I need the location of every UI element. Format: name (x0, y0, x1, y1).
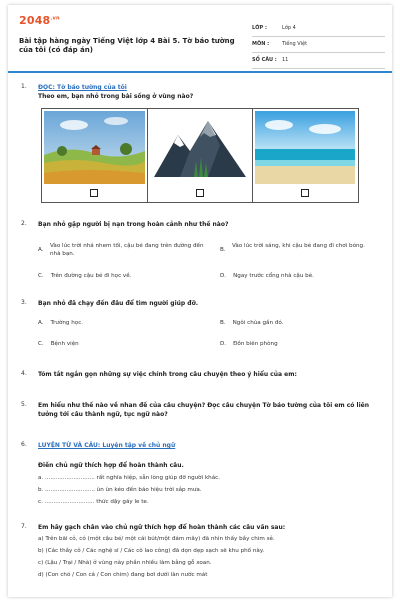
underline-line-a[interactable]: a) Trên bãi cỏ, có (một cậu bé/ một cái bút/một đám mây) đã nhìn thấy bầy chim sẻ. (38, 536, 275, 542)
underline-line-c[interactable]: c) (Lậu / Trại / Nhà) ở vùng này phần nhiều làm bằng gỗ xoan. (38, 560, 212, 566)
mountain-image (150, 111, 250, 184)
checkbox-mountain[interactable] (196, 189, 204, 197)
worksheet-title: Bài tập hàng ngày Tiếng Việt lớp 4 Bài 5. Tờ báo tường của tôi (có đáp án) (19, 37, 235, 54)
fill-line-a[interactable]: a. ............................ rất nghĩa hiệp, sẵn lòng giúp đỡ người khác. (38, 475, 221, 481)
checkbox-sea[interactable] (301, 189, 309, 197)
underline-line-d[interactable]: d) (Con chó / Con cá / Con chim) đang bơi dưới làn nước mát (38, 572, 208, 578)
question-6: 6. LUYỆN TỪ VÀ CÂU: Luyện tập về chủ ngữ Điền chủ ngữ thích hợp để hoàn thành câu. a. ............................ rất nghĩa hiệp, sẵn lòng giúp đỡ người khác. b. ............................ ùn ùn kéo đến báo hiệu trời sắp mưa. c. ............................ thức dậy gáy le te. (21, 441, 221, 505)
choice-mountain (148, 109, 253, 202)
image-choice-table (41, 108, 359, 203)
option-3d[interactable]: D. Đồn biên phòng (220, 341, 278, 347)
site-logo[interactable]: $2048^{.vn}$ (19, 14, 60, 27)
sea-image (255, 111, 355, 184)
header (19, 14, 384, 66)
section-title-vocab: LUYỆN TỪ VÀ CÂU: Luyện tập về chủ ngữ (38, 442, 176, 449)
countryside-image (44, 111, 145, 184)
meta-subject: MÔN : Tiếng Việt (252, 38, 385, 53)
fill-line-c[interactable]: c. ............................ thức dậy gáy le te. (38, 499, 149, 505)
option-3b[interactable]: B. Ngôi chùa gần đó. (220, 320, 284, 326)
worksheet-page: $2048^{.vn}$ Bài tập hàng ngày Tiếng Việt lớp 4 Bài 5. Tờ báo tường của tôi (có đáp án) LỚP : Lớp 4 MÔN : Tiếng Việt SỐ CÂU : 11 1. ĐỌC: Tờ báo tường của tôi Theo em, bạn nhỏ trong bài sống ở vùng nào? 2. Bạn nhỏ gặp người bị nạn trong hoàn cảnh như thế nào? A. Vào lúc trời nhá nhem tối, cậu bé đang trên đường đến nhà bạn. B. Vào lúc trời sáng, khi cậu bé đang đi chơi bóng. C. Trên đường cậu bé đi học về. D. Ngay trước cổng nhà cậu bé. 3. Bạn nhỏ đã chạy đến đâu để tìm người giúp đỡ. A. Trường học. B. Ngôi chùa gần đó. C. Bệnh viện D. Đồn biên phòng 4. Tóm tắt ngắn gọn những sự việc chính trong câu chuyện theo ý hiểu của em: 5. Em hiểu như thế nào về nhan đề của câu chuyện? Đọc câu chuyện Tờ báo tường của tôi em có liên tưởng tới câu thành ngữ, tục ngữ nào? 6. LUYỆN TỪ VÀ CÂU: Luyện tập về chủ ngữ Điền chủ ngữ thích hợp để hoàn thành câu. a. ............................ rất nghĩa hiệp, sẵn lòng giúp đỡ người khác. b. ............................ ùn ùn kéo đến báo hiệu trời sắp mưa. c. ............................ thức dậy gáy le te. 7. Em hãy gạch chân vào chủ ngữ thích hợp để hoàn thành các câu văn sau: a) Trên bãi cỏ, có (một cậu bé/ một cái bút/một đám mây) đã nhìn thấy bầy chim sẻ. b) (Các thầy cô / Các nghệ sĩ / Các cô lao công) đã dọn dẹp sạch sẽ khu phố này. c) (Lậu / Trại / Nhà) ở vùng này phần nhiều làm bằng gỗ xoan. d) (Con chó / Con cá / Con chim) đang bơi dưới làn nước mát (8, 5, 392, 597)
question-3: 3. Bạn nhỏ đã chạy đến đâu để tìm người giúp đỡ. A. Trường học. B. Ngôi chùa gần đó. C. Bệnh viện D. Đồn biên phòng (21, 299, 284, 347)
meta-question-count: SỐ CÂU : 11 (252, 54, 385, 69)
option-3a[interactable]: A. Trường học. (38, 320, 84, 326)
question-2: 2. Bạn nhỏ gặp người bị nạn trong hoàn cảnh như thế nào? A. Vào lúc trời nhá nhem tối, cậu bé đang trên đường đến nhà bạn. B. Vào lúc trời sáng, khi cậu bé đang đi chơi bóng. C. Trên đường cậu bé đi học về. D. Ngay trước cổng nhà cậu bé. (21, 220, 365, 279)
choice-sea (253, 109, 357, 202)
checkbox-countryside[interactable] (90, 189, 98, 197)
fill-line-b[interactable]: b. ............................ ùn ùn kéo đến báo hiệu trời sắp mưa. (38, 487, 202, 493)
section-title-reading: ĐỌC: Tờ báo tường của tôi (38, 84, 127, 91)
header-divider (8, 71, 392, 73)
choice-countryside (42, 109, 148, 202)
underline-line-b[interactable]: b) (Các thầy cô / Các nghệ sĩ / Các cô lao công) đã dọn dẹp sạch sẽ khu phố này. (38, 548, 265, 554)
option-2d[interactable]: D. Ngay trước cổng nhà cậu bé. (220, 273, 314, 279)
meta-class: LỚP : Lớp 4 (252, 22, 385, 37)
option-2c[interactable]: C. Trên đường cậu bé đi học về. (38, 273, 132, 279)
meta-box (252, 22, 385, 70)
option-3c[interactable]: C. Bệnh viện (38, 341, 79, 347)
question-7: 7. Em hãy gạch chân vào chủ ngữ thích hợp để hoàn thành các câu văn sau: a) Trên bãi cỏ, có (một cậu bé/ một cái bút/một đám mây) đã nhìn thấy bầy chim sẻ. b) (Các thầy cô / Các nghệ sĩ / Các cô lao công) đã dọn dẹp sạch sẽ khu phố này. c) (Lậu / Trại / Nhà) ở vùng này phần nhiều làm bằng gỗ xoan. d) (Con chó / Con cá / Con chim) đang bơi dưới làn nước mát (21, 523, 286, 578)
